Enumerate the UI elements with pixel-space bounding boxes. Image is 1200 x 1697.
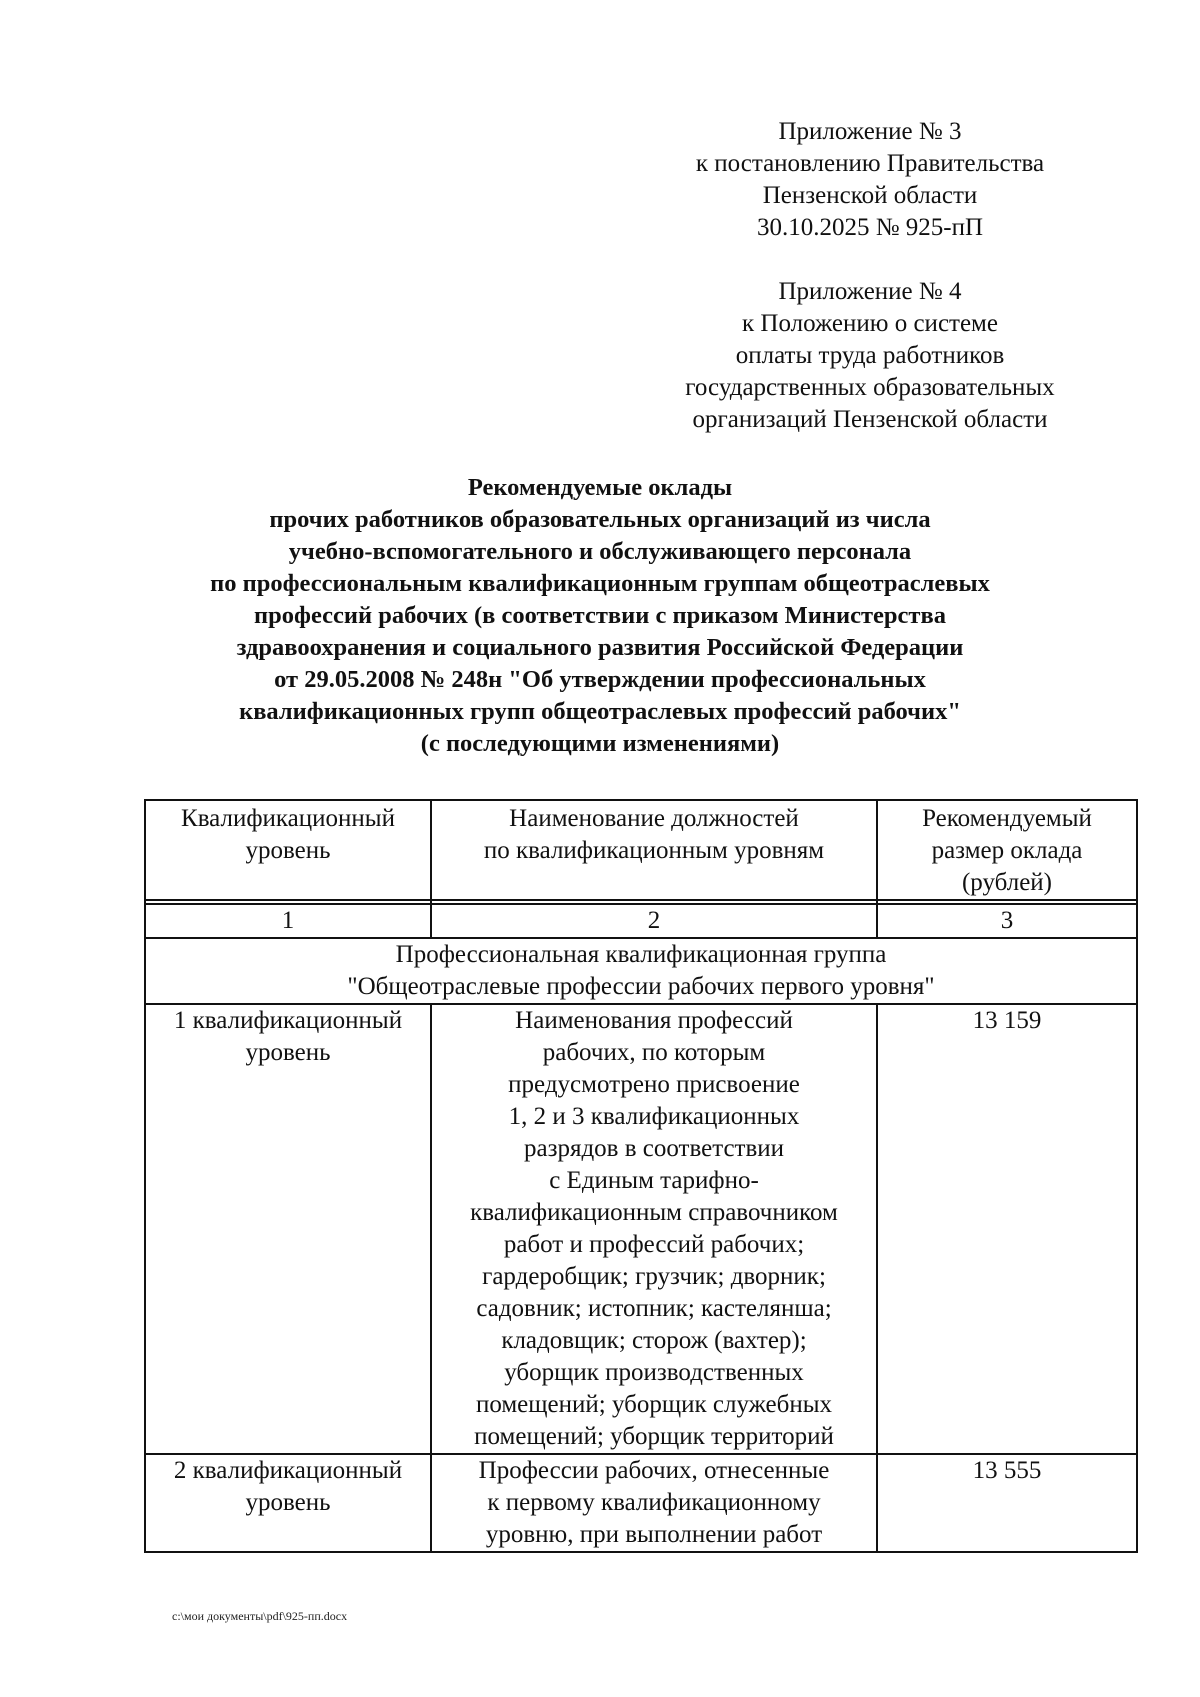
header-text: Квалификационный — [181, 805, 395, 832]
annex-original-line: оплаты труда работников — [735, 342, 1005, 369]
positions-line: 1, 2 и 3 квалификационных — [508, 1103, 800, 1130]
positions-line: гардеробщик; грузчик; дворник; — [482, 1263, 826, 1290]
header-text: (рублей) — [961, 869, 1053, 896]
title-line: (с последующими изменениями) — [420, 730, 780, 757]
file-path-footer: c:\мои документы\pdf\925-пп.docx — [172, 1609, 348, 1623]
salary-cell: 13 159 — [877, 1004, 1137, 1454]
header-cell-salary — [877, 800, 1137, 900]
annex-original-line: организаций Пензенской области — [692, 406, 1048, 433]
positions-line: разрядов в соответствии — [523, 1135, 785, 1162]
header-text: по квалификационным уровням — [483, 837, 825, 864]
title-line: по профессиональным квалификационным группам общеотраслевых — [210, 570, 990, 597]
annex-current-line: 30.10.2025 № 925-пП — [756, 214, 984, 241]
positions-line: предусмотрено присвоение — [508, 1071, 800, 1098]
column-number: 2 — [431, 904, 877, 938]
title-line: прочих работников образовательных организаций из числа — [269, 506, 931, 533]
positions-line: садовник; истопник; кастелянша; — [476, 1295, 832, 1322]
positions-line: рабочих, по которым — [542, 1039, 766, 1066]
positions-cell — [431, 1004, 877, 1454]
positions-line: квалификационным справочником — [470, 1199, 838, 1226]
positions-line: с Единым тарифно- — [549, 1167, 759, 1194]
level-text: 1 квалификационный — [173, 1007, 403, 1034]
annex-original-line: Приложение № 4 — [778, 278, 962, 305]
annex-current-line: к постановлению Правительства — [695, 150, 1045, 177]
level-cell — [145, 1454, 431, 1552]
level-text: уровень — [245, 1039, 331, 1066]
positions-cell — [431, 1454, 877, 1552]
header-text: Рекомендуемый — [922, 805, 1092, 832]
annex-current-block — [640, 116, 1100, 244]
annex-current-line: Пензенской области — [762, 182, 978, 209]
level-cell — [145, 1004, 431, 1454]
title-line: от 29.05.2008 № 248н "Об утверждении профессиональных — [274, 666, 926, 693]
title-line: учебно-вспомогательного и обслуживающего персонала — [288, 538, 912, 565]
salary-table — [144, 799, 1138, 1553]
positions-line: к первому квалификационному — [487, 1489, 821, 1516]
positions-line: помещений; уборщик служебных — [475, 1391, 833, 1418]
level-text: 2 квалификационный — [173, 1457, 403, 1484]
group-heading-row — [145, 938, 1137, 1004]
positions-line: уборщик производственных — [504, 1359, 804, 1386]
positions-line: работ и профессий рабочих; — [503, 1231, 805, 1258]
document-title — [140, 472, 1060, 760]
header-text: размер оклада — [931, 837, 1083, 864]
group-heading-line: Профессиональная квалификационная группа — [395, 941, 887, 968]
header-text: уровень — [245, 837, 331, 864]
positions-line: Профессии рабочих, отнесенные — [478, 1457, 830, 1484]
title-line: квалификационных групп общеотраслевых профессий рабочих" — [239, 698, 961, 725]
table-row — [145, 1004, 1137, 1454]
column-number-row — [145, 904, 1137, 938]
title-line: здравоохранения и социального развития Российской Федерации — [236, 634, 964, 661]
header-cell-positions — [431, 800, 877, 900]
group-heading — [145, 938, 1137, 1004]
title-line: Рекомендуемые оклады — [467, 474, 733, 501]
title-line: профессий рабочих (в соответствии с приказом Министерства — [254, 602, 946, 629]
table-header-row — [145, 800, 1137, 900]
annex-original-line: государственных образовательных — [685, 374, 1055, 401]
column-number: 1 — [145, 904, 431, 938]
group-heading-line: "Общеотраслевые профессии рабочих первого уровня" — [347, 973, 935, 1000]
positions-line: Наименования профессий — [515, 1007, 793, 1034]
header-text: Наименование должностей — [509, 805, 799, 832]
positions-line: кладовщик; сторож (вахтер); — [501, 1327, 807, 1354]
annex-current-line: Приложение № 3 — [778, 118, 962, 145]
annex-original-line: к Положению о системе — [742, 310, 998, 337]
positions-line: уровню, при выполнении работ — [485, 1521, 823, 1548]
positions-line: помещений; уборщик территорий — [474, 1423, 834, 1450]
header-cell-level — [145, 800, 431, 900]
salary-cell: 13 555 — [877, 1454, 1137, 1552]
level-text: уровень — [245, 1489, 331, 1516]
annex-original-block — [640, 276, 1100, 436]
table-row — [145, 1454, 1137, 1552]
column-number: 3 — [877, 904, 1137, 938]
